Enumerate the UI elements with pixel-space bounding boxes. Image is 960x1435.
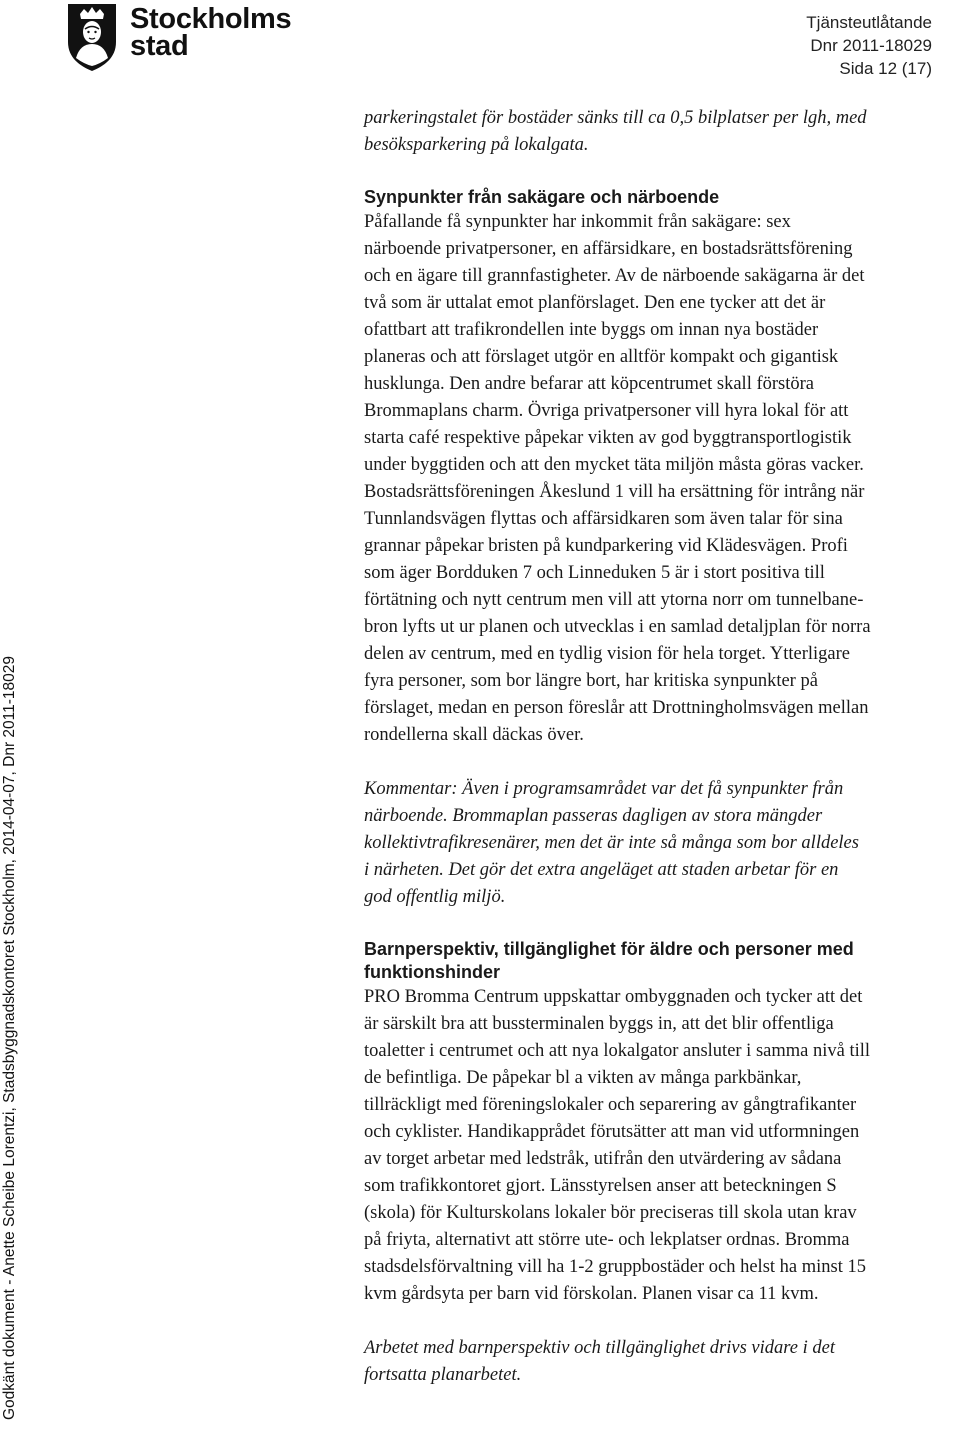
document-number: Dnr 2011-18029 xyxy=(810,36,932,55)
text-line: under byggtiden och att den mycket täta miljön måsta göras vacker. xyxy=(364,455,864,475)
text-line: parkeringstalet för bostäder sänks till ca 0,5 bilplatser per lgh, med xyxy=(364,108,867,128)
text-line: fortsatta planarbetet. xyxy=(364,1365,522,1385)
text-line: rondellerna skall däckas över. xyxy=(364,725,584,745)
text-line: Tunnlandsvägen flyttas och affärsidkaren som även talar för sina xyxy=(364,509,843,529)
text-line: Bostadsrättsföreningen Åkeslund 1 vill ha ersättning för intrång när xyxy=(364,482,865,502)
document-body xyxy=(364,105,960,1389)
section-heading: Barnperspektiv, tillgänglighet för äldre och personer med xyxy=(364,939,854,959)
text-line: kvm gårdsyta per barn vid förskolan. Planen visar ca 11 kvm. xyxy=(364,1284,819,1304)
text-line: de befintliga. De påpekar bl a vikten av många parkbänkar, xyxy=(364,1068,802,1088)
page-number: Sida 12 (17) xyxy=(839,59,932,78)
text-line: som trafikkontoret gjort. Länsstyrelsen anser att beteckningen S xyxy=(364,1176,837,1196)
text-line: Kommentar: Även i programsamrådet var det få synpunkter från xyxy=(364,779,844,799)
section-barnperspektiv xyxy=(364,938,960,1389)
section-heading: Synpunkter från sakägare och närboende xyxy=(364,187,720,207)
logo-line-2: stad xyxy=(130,30,189,62)
intro-paragraph xyxy=(364,105,960,159)
city-crest-icon xyxy=(66,2,118,72)
section-paragraph xyxy=(364,984,960,1308)
section-synpunkter xyxy=(364,186,960,911)
text-line: planeras och att förslaget utgör en alltför kompakt och gigantisk xyxy=(364,347,839,367)
text-line: toaletter i centrumet och att nya lokalgator ansluter i samma nivå till xyxy=(364,1041,871,1061)
text-line: förslaget, medan en person föreslår att Drottningholmsvägen mellan xyxy=(364,698,869,718)
text-line: fyra personer, som bor längre bort, har kritiska synpunkter på xyxy=(364,671,818,691)
text-line: kollektivtrafikresenärer, men det är inte så många som bor alldeles xyxy=(364,833,859,853)
text-line: Påfallande få synpunkter har inkommit från sakägare: sex xyxy=(364,212,791,232)
logo-wordmark xyxy=(130,3,292,62)
text-line: och cyklister. Handikapprådet förutsätter att man vid utformningen xyxy=(364,1122,860,1142)
document-meta xyxy=(806,11,932,80)
text-line: god offentlig miljö. xyxy=(364,887,506,907)
closing-paragraph xyxy=(364,1335,960,1389)
text-line: ofattbart att trafikrondellen inte byggs om innan nya bostäder xyxy=(364,320,819,340)
text-line: och en ägare till grannfastigheter. Av de närboende sakägarna är det xyxy=(364,266,865,286)
text-line: två som är uttalat emot planförslaget. Den ene tycker att det är xyxy=(364,293,826,313)
text-line: i närheten. Det gör det extra angeläget att staden arbetar för en xyxy=(364,860,839,880)
text-line: husklunga. Den andre befarar att köpcentrumet skall förstöra xyxy=(364,374,814,394)
text-line: är särskilt bra att bussterminalen byggs in, att det blir offentliga xyxy=(364,1014,834,1034)
text-line: PRO Bromma Centrum uppskattar ombyggnaden och tycker att det xyxy=(364,987,863,1007)
document-type: Tjänsteutlåtande xyxy=(806,13,932,32)
text-line: bron lyfts ut ur planen och utvecklas i en samlad detaljplan för norra xyxy=(364,617,871,637)
text-line: av torget arbetar med ledstråk, utifrån den utvärdering av sådana xyxy=(364,1149,842,1169)
stockholms-stad-logo xyxy=(66,2,292,72)
text-line: som äger Bordduken 7 och Linneduken 5 är i stort positiva till xyxy=(364,563,825,583)
text-line: stadsdelsförvaltning vill ha 1-2 gruppbostäder och helst ha minst 15 xyxy=(364,1257,866,1277)
text-line: förtätning och nytt centrum men vill att ytorna norr om tunnelbane- xyxy=(364,590,864,610)
text-line: starta café respektive påpekar vikten av god byggtransportlogistik xyxy=(364,428,852,448)
text-line: delen av centrum, med en tydlig vision för hela torget. Ytterligare xyxy=(364,644,850,664)
text-line: tillräckligt med föreningslokaler och separering av gångtrafikanter xyxy=(364,1095,857,1115)
approval-side-text: Godkänt dokument - Anette Scheibe Lorentzi, Stadsbyggnadskontoret Stockholm, 2014-04-07, Dnr 2011-18029 xyxy=(1,655,18,1420)
text-line: grannar påpekar bristen på kundparkering vid Klädesvägen. Profi xyxy=(364,536,848,556)
text-line: Arbetet med barnperspektiv och tillgänglighet drivs vidare i det xyxy=(364,1338,835,1358)
section-paragraph xyxy=(364,209,960,749)
text-line: på friyta, alternativt att större ute- och lekplatser ordnas. Bromma xyxy=(364,1230,850,1250)
text-line: närboende. Brommaplan passeras dagligen av stora mängder xyxy=(364,806,823,826)
text-line: (skola) för Kulturskolans lokaler bör preciseras till skola utan krav xyxy=(364,1203,857,1223)
text-line: Brommaplans charm. Övriga privatpersoner vill hyra lokal för att xyxy=(364,401,849,421)
text-line: närboende privatpersoner, en affärsidkare, en bostadsrättsförening xyxy=(364,239,853,259)
text-line: besöksparkering på lokalgata. xyxy=(364,135,589,155)
logo-line-1: Stockholms xyxy=(130,3,292,35)
comment-paragraph xyxy=(364,776,960,911)
section-heading: funktionshinder xyxy=(364,962,500,982)
